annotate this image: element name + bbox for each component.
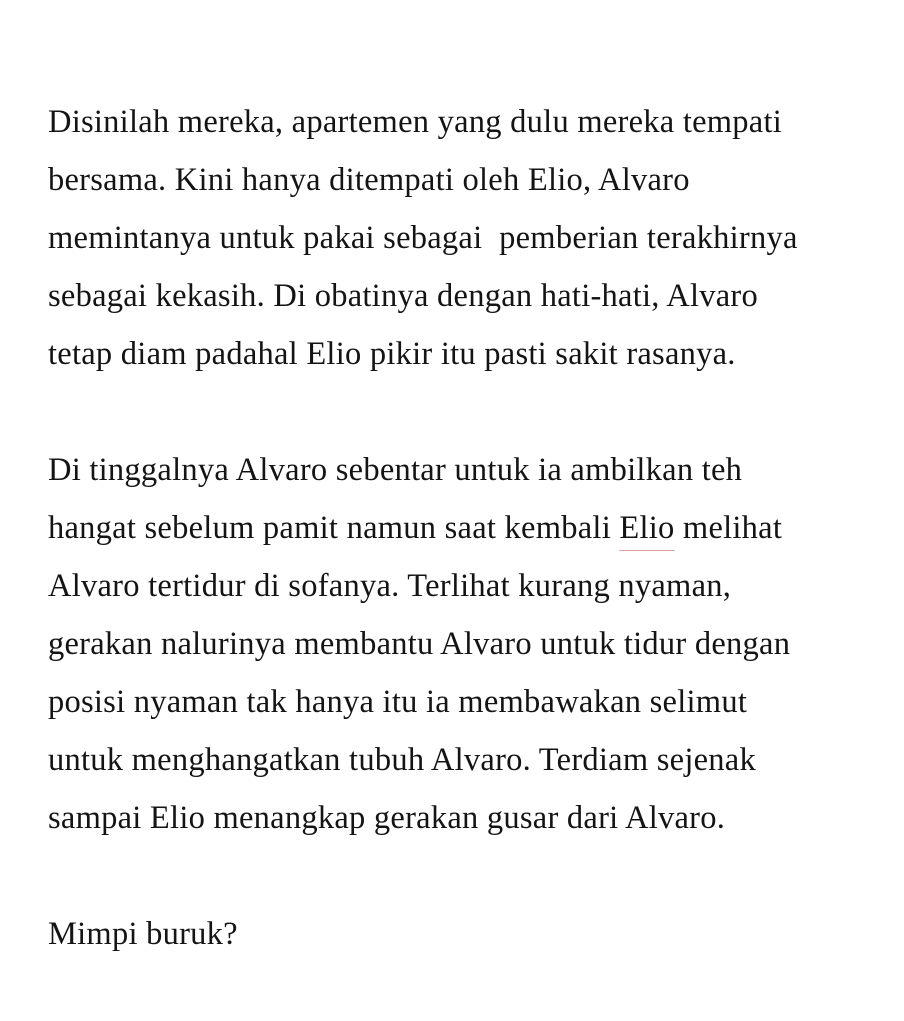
text-line: untuk menghangatkan tubuh Alvaro. Terdiam sejenak <box>48 742 756 778</box>
text-line: posisi nyaman tak hanya itu ia membawakan selimut <box>48 684 748 720</box>
text-segment: melihat <box>674 510 783 546</box>
text-line: gerakan nalurinya membantu Alvaro untuk tidur dengan <box>48 626 791 662</box>
document-body <box>48 93 878 1021</box>
text-line: Alvaro tertidur di sofanya. Terlihat kurang nyaman, <box>48 568 732 604</box>
text-line: Disinilah mereka, apartemen yang dulu mereka tempati <box>48 104 783 140</box>
text-line: sampai Elio menangkap gerakan gusar dari Alvaro. <box>48 800 726 836</box>
text-line: tetap diam padahal Elio pikir itu pasti sakit rasanya. <box>48 336 736 372</box>
text-line: bersama. Kini hanya ditempati oleh Elio, Alvaro <box>48 162 690 198</box>
paragraph-1 <box>48 93 878 383</box>
paragraph-2 <box>48 441 878 847</box>
text-line: Di tinggalnya Alvaro sebentar untuk ia ambilkan teh <box>48 452 743 488</box>
text-line: Mimpi buruk? <box>48 916 238 952</box>
text-segment: hangat sebelum pamit namun saat kembali <box>48 510 620 546</box>
text-line: sebagai kekasih. Di obatinya dengan hati-hati, Alvaro <box>48 278 758 314</box>
underlined-word: Elio <box>619 510 675 546</box>
text-line-with-underline <box>48 499 878 557</box>
text-line: memintanya untuk pakai sebagai pemberian terakhirnya <box>48 220 798 256</box>
paragraph-3 <box>48 905 878 963</box>
